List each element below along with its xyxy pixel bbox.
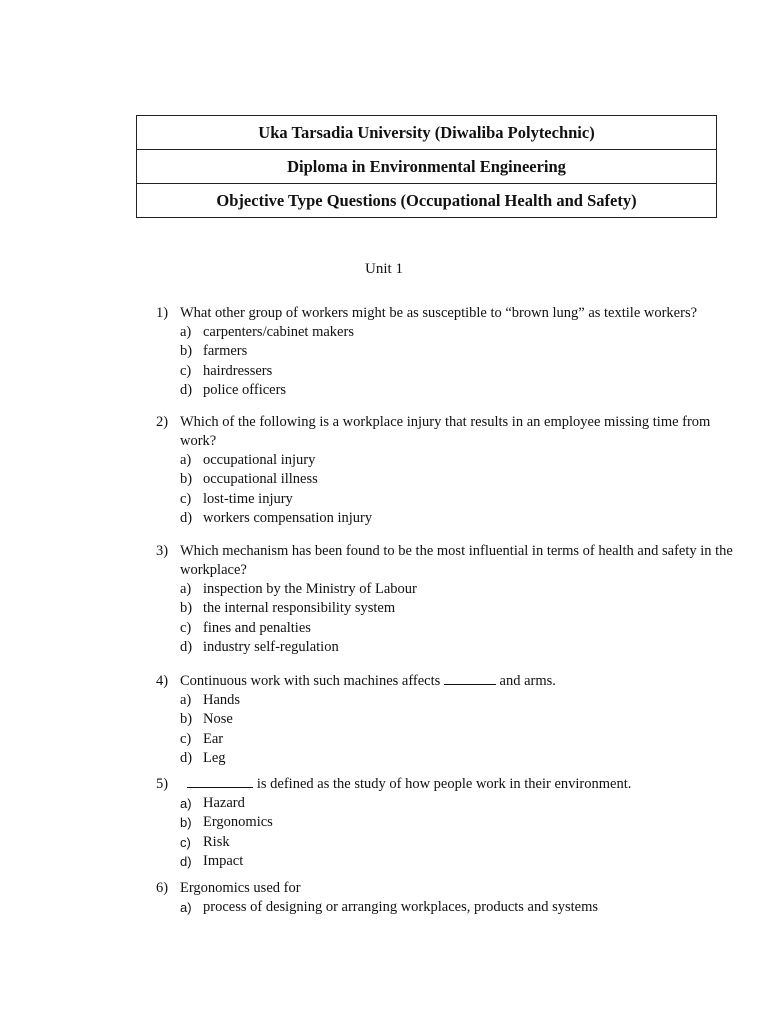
question-text: Which of the following is a workplace injury that results in an employee missing time from work? <box>180 414 711 449</box>
option-b <box>180 342 746 361</box>
question-number: 4) <box>156 673 169 689</box>
question-text: Ergonomics used for <box>180 880 301 896</box>
option-letter: c) <box>180 730 192 747</box>
option-d <box>180 852 746 871</box>
option-c <box>180 730 746 749</box>
objective-title: Objective Type Questions (Occupational Health and Safety) <box>137 184 717 218</box>
option-letter: c) <box>180 490 192 507</box>
option-letter: a) <box>180 796 192 811</box>
option-letter: b) <box>180 815 192 831</box>
option-text: police officers <box>203 381 287 398</box>
option-c <box>180 833 746 852</box>
option-a <box>180 691 746 710</box>
option-text: workers compensation injury <box>203 509 373 526</box>
option-letter: a) <box>180 581 192 597</box>
option-letter: d) <box>180 381 193 398</box>
option-text: the internal responsibility system <box>203 600 396 617</box>
option-b <box>180 599 746 618</box>
option-a <box>180 323 746 342</box>
question-4 <box>156 672 746 768</box>
option-letter: a) <box>180 900 192 915</box>
diploma-title: Diploma in Environmental Engineering <box>137 150 717 184</box>
option-letter: d) <box>180 853 192 869</box>
option-text: Risk <box>203 833 230 850</box>
unit-title: Unit 1 <box>365 261 403 277</box>
option-letter: c) <box>180 362 192 379</box>
question-number: 3) <box>156 543 169 559</box>
option-text: farmers <box>203 343 248 360</box>
option-letter: d) <box>180 749 193 766</box>
question-text <box>180 775 746 794</box>
option-d <box>180 638 746 657</box>
option-letter: b) <box>180 600 193 617</box>
option-text: process of designing or arranging workplaces, products and systems <box>203 899 599 915</box>
answer-blank <box>187 787 253 788</box>
option-text: carpenters/cabinet makers <box>203 324 354 340</box>
option-text: Hands <box>203 692 241 708</box>
option-text: industry self-regulation <box>203 638 339 655</box>
option-text: fines and penalties <box>203 619 311 636</box>
option-a <box>180 794 746 813</box>
answer-blank <box>444 684 496 685</box>
option-d <box>180 749 746 768</box>
option-text: Impact <box>203 852 244 869</box>
option-text: hairdressers <box>203 362 273 379</box>
option-letter: a) <box>180 692 192 708</box>
question-2 <box>156 413 746 528</box>
option-text: inspection by the Ministry of Labour <box>203 581 417 597</box>
question-number: 5) <box>156 776 169 792</box>
question-3 <box>156 542 746 657</box>
option-text: Nose <box>203 711 233 728</box>
option-letter: a) <box>180 452 192 468</box>
option-text: lost-time injury <box>203 490 293 507</box>
header-table <box>136 115 717 218</box>
option-letter: d) <box>180 638 193 655</box>
question-text <box>180 672 746 691</box>
option-letter: c) <box>180 619 192 636</box>
question-text-before: Continuous work with such machines affects <box>180 673 441 689</box>
question-6 <box>156 879 746 917</box>
option-text: Ear <box>203 730 224 747</box>
question-number: 6) <box>156 880 169 896</box>
option-text: Ergonomics <box>203 814 273 831</box>
option-a <box>180 580 746 599</box>
option-letter: b) <box>180 711 193 728</box>
option-text: occupational illness <box>203 471 318 488</box>
option-letter: b) <box>180 471 193 488</box>
question-text-after: and arms. <box>499 673 556 689</box>
question-text: What other group of workers might be as susceptible to “brown lung” as textile workers? <box>180 305 698 321</box>
question-1 <box>156 304 746 400</box>
option-c <box>180 362 746 381</box>
option-d <box>180 509 746 528</box>
option-letter: a) <box>180 324 192 340</box>
option-text: Hazard <box>203 795 245 811</box>
option-a <box>180 451 746 470</box>
option-text: Leg <box>203 749 226 766</box>
option-b <box>180 710 746 729</box>
option-letter: c) <box>180 834 191 850</box>
question-5 <box>156 775 746 871</box>
university-title: Uka Tarsadia University (Diwaliba Polytechnic) <box>137 116 717 150</box>
option-text: occupational injury <box>203 452 316 468</box>
question-number: 2) <box>156 414 169 430</box>
option-a <box>180 898 746 917</box>
option-b <box>180 470 746 489</box>
question-text-after: is defined as the study of how people work in their environment. <box>256 776 632 792</box>
option-c <box>180 619 746 638</box>
option-letter: d) <box>180 509 193 526</box>
option-letter: b) <box>180 343 193 360</box>
question-text: Which mechanism has been found to be the most influential in terms of health and safety in the workplace? <box>180 543 733 578</box>
option-c <box>180 490 746 509</box>
question-number: 1) <box>156 305 169 321</box>
option-d <box>180 381 746 400</box>
option-b <box>180 813 746 832</box>
